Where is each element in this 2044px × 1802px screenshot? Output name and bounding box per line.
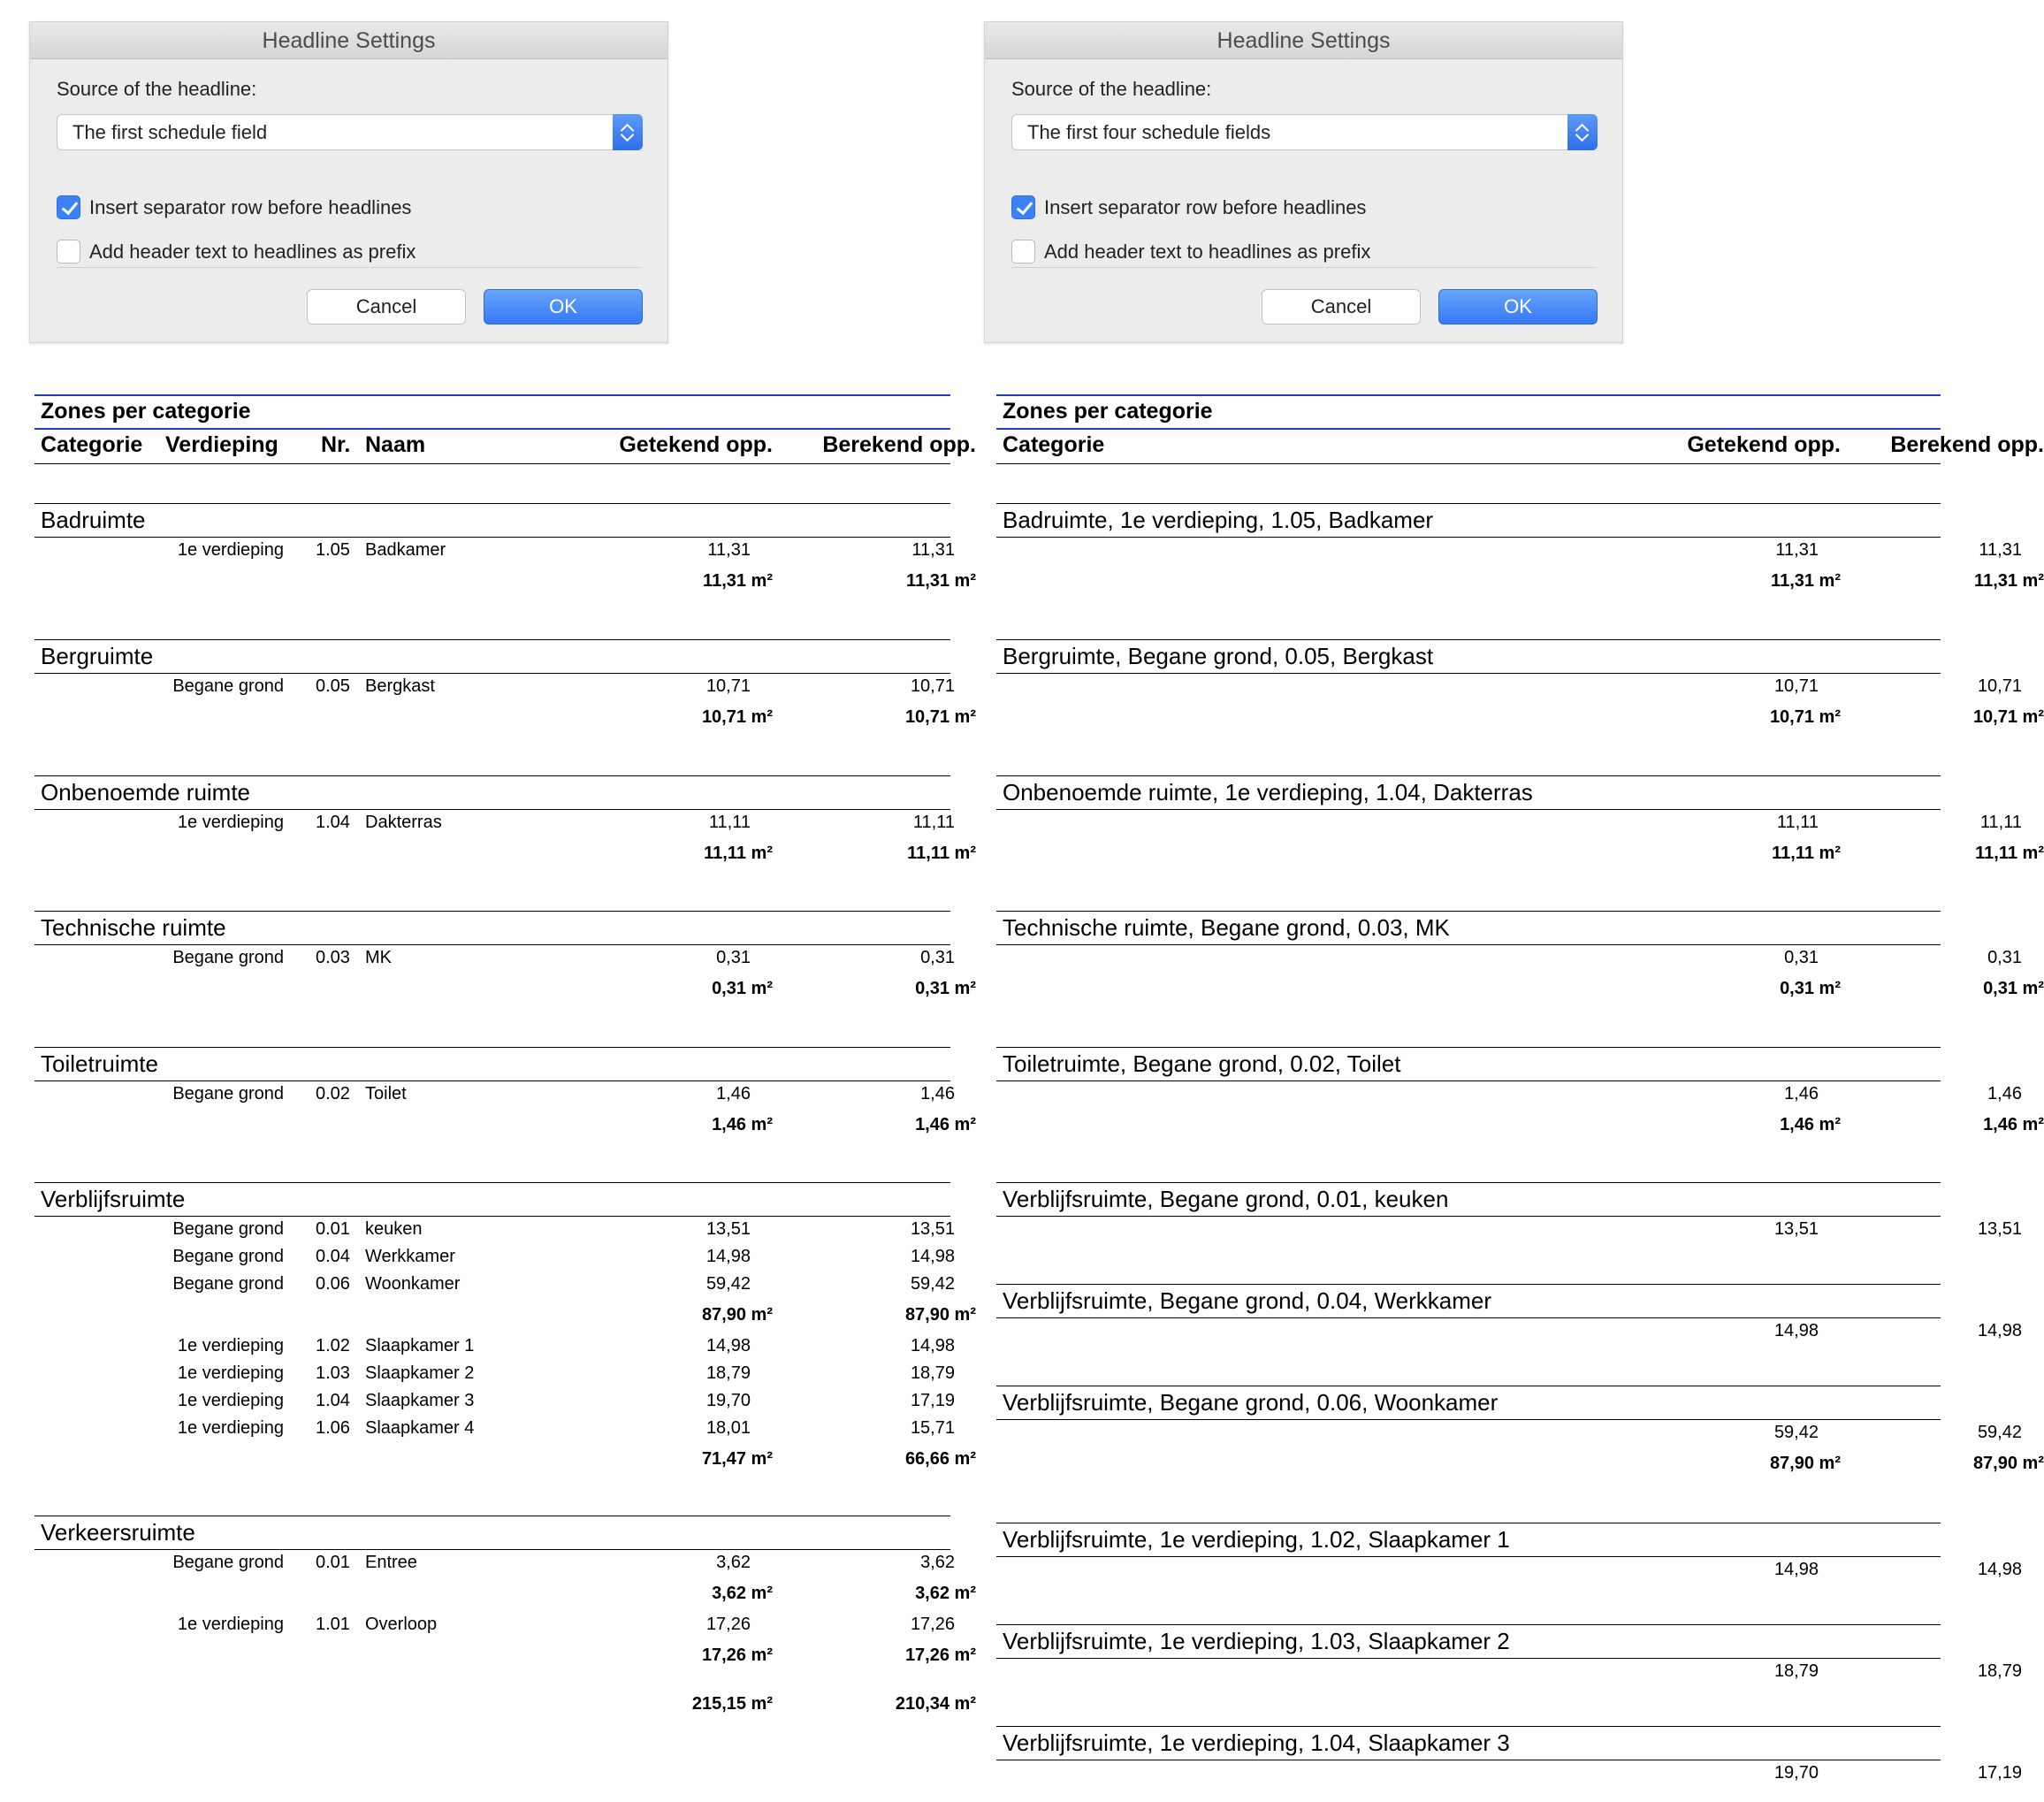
cell-berekend: 3,62 (920, 1553, 955, 1572)
cell-verdieping: Begane grond (172, 676, 284, 696)
cell-berekend: 14,98 (1977, 1560, 2022, 1579)
cell-berekend: 59,42 (910, 1274, 955, 1294)
grand-total-getekend: 215,15 m² (691, 1694, 773, 1714)
group-headline: Badruimte, 1e verdieping, 1.05, Badkamer (1003, 507, 1434, 533)
cell-verdieping: Begane grond (172, 1219, 284, 1239)
group-separator (996, 503, 1941, 504)
subtotal-berekend: 11,11 m² (907, 844, 976, 863)
cell-nr: 0.01 (316, 1219, 350, 1239)
cell-naam: keuken (365, 1219, 423, 1239)
group-rule (996, 673, 1941, 674)
ok-button[interactable]: OK (1438, 289, 1598, 325)
cell-nr: 1.04 (316, 813, 350, 832)
right-schedule (996, 394, 2044, 1802)
group-headline: Verblijfsruimte, Begane grond, 0.01, keuken (1003, 1186, 1449, 1212)
cell-berekend: 0,31 (1987, 948, 2022, 967)
cell-naam: Dakterras (365, 813, 442, 832)
group-headline: Verblijfsruimte (41, 1186, 186, 1212)
subtotal-berekend: 10,71 m² (904, 707, 976, 727)
subtotal-getekend: 10,71 m² (701, 707, 773, 727)
cell-getekend: 3,62 (716, 1553, 751, 1572)
cell-getekend: 19,70 (705, 1391, 751, 1410)
cell-berekend: 18,79 (1977, 1661, 2022, 1681)
cell-nr: 0.01 (316, 1553, 350, 1572)
group-headline: Toiletruimte, Begane grond, 0.02, Toilet (1003, 1050, 1401, 1077)
group-rule (996, 1556, 1941, 1557)
cell-getekend: 0,31 (716, 948, 751, 967)
prefix-checkbox[interactable] (57, 240, 80, 263)
group-rule (996, 809, 1941, 810)
group-rule (996, 1216, 1941, 1217)
separator-checkbox[interactable] (57, 195, 80, 219)
cell-verdieping: 1e verdieping (177, 540, 284, 560)
cell-berekend: 15,71 (910, 1418, 955, 1438)
subtotal-getekend: 11,11 m² (704, 844, 773, 863)
separator-checkbox[interactable] (1011, 195, 1035, 219)
cell-berekend: 14,98 (910, 1247, 955, 1266)
group-headline: Verblijfsruimte, 1e verdieping, 1.03, Slaapkamer 2 (1003, 1628, 1510, 1654)
col-header-berekend: Berekend opp. (822, 432, 976, 457)
subtotal-getekend: 1,46 m² (1780, 1115, 1841, 1134)
cell-nr: 1.02 (316, 1336, 350, 1355)
group-separator (996, 775, 1941, 776)
cell-getekend: 13,51 (1773, 1219, 1819, 1239)
cell-verdieping: Begane grond (172, 1553, 284, 1572)
cell-getekend: 10,71 (705, 676, 751, 696)
subtotal-berekend: 11,11 m² (1975, 844, 2044, 863)
rule (34, 463, 950, 464)
group-headline: Toiletruimte (41, 1050, 158, 1077)
cell-naam: Toilet (365, 1084, 407, 1103)
cell-verdieping: 1e verdieping (177, 1336, 284, 1355)
group-rule (34, 1549, 950, 1550)
cell-nr: 1.03 (316, 1363, 350, 1383)
group-separator (34, 639, 950, 640)
divider (57, 267, 641, 268)
group-separator (996, 1284, 1941, 1285)
cell-berekend: 1,46 (920, 1084, 955, 1103)
cell-berekend: 17,19 (910, 1391, 955, 1410)
cell-naam: Slaapkamer 4 (365, 1418, 475, 1438)
group-rule (34, 809, 950, 810)
schedule-title: Zones per categorie (41, 399, 251, 424)
cancel-button[interactable]: Cancel (1262, 289, 1421, 325)
cell-naam: Woonkamer (365, 1274, 461, 1294)
subtotal-berekend: 87,90 m² (904, 1305, 976, 1325)
group-separator (34, 1047, 950, 1048)
cell-berekend: 13,51 (910, 1219, 955, 1239)
group-headline: Onbenoemde ruimte (41, 779, 251, 806)
col-header-naam: Naam (365, 432, 426, 457)
group-headline: Verblijfsruimte, Begane grond, 0.04, Werkkamer (1003, 1287, 1492, 1314)
cell-berekend: 0,31 (920, 948, 955, 967)
group-separator (34, 911, 950, 912)
group-separator (996, 1047, 1941, 1048)
group-separator (996, 639, 1941, 640)
subtotal-berekend: 0,31 m² (915, 979, 976, 998)
cell-getekend: 1,46 (1784, 1084, 1819, 1103)
group-headline: Bergruimte, Begane grond, 0.05, Bergkast (1003, 643, 1434, 669)
cell-berekend: 59,42 (1977, 1423, 2022, 1442)
headline-settings-dialog-1 (29, 21, 668, 343)
cell-getekend: 14,98 (1773, 1321, 1819, 1340)
subtotal-getekend: 87,90 m² (1769, 1454, 1841, 1473)
group-separator (996, 1182, 1941, 1183)
subtotal-getekend: 0,31 m² (1780, 979, 1841, 998)
cell-nr: 1.04 (316, 1391, 350, 1410)
group-rule (996, 1419, 1941, 1420)
subtotal-berekend: 66,66 m² (904, 1449, 976, 1469)
prefix-label: Add header text to headlines as prefix (1044, 241, 1371, 263)
group-headline: Onbenoemde ruimte, 1e verdieping, 1.04, Dakterras (1003, 779, 1533, 806)
cell-verdieping: Begane grond (172, 1274, 284, 1294)
cell-verdieping: 1e verdieping (177, 813, 284, 832)
source-select-value: The first four schedule fields (1027, 121, 1271, 143)
subtotal-getekend: 87,90 m² (701, 1305, 773, 1325)
headline-settings-dialog-2 (984, 21, 1623, 343)
subtotal-getekend: 71,47 m² (701, 1449, 773, 1469)
cell-getekend: 13,51 (705, 1219, 751, 1239)
source-select[interactable] (57, 114, 643, 150)
source-select-value: The first schedule field (72, 121, 268, 143)
subtotal-berekend: 17,26 m² (904, 1645, 976, 1665)
subtotal-getekend: 0,31 m² (712, 979, 773, 998)
rule (996, 394, 1941, 396)
cell-naam: Slaapkamer 3 (365, 1391, 475, 1410)
group-rule (34, 1216, 950, 1217)
cell-naam: Overloop (365, 1615, 438, 1634)
group-separator (34, 1182, 950, 1183)
col-header-categorie: Categorie (41, 432, 143, 457)
cell-naam: Entree (365, 1553, 417, 1572)
group-separator (996, 911, 1941, 912)
cell-nr: 0.05 (316, 676, 350, 696)
prefix-label: Add header text to headlines as prefix (89, 241, 416, 263)
subtotal-berekend: 11,31 m² (906, 571, 976, 591)
cell-getekend: 59,42 (705, 1274, 751, 1294)
subtotal-berekend: 1,46 m² (1983, 1115, 2044, 1134)
subtotal-getekend: 11,31 m² (703, 571, 773, 591)
group-headline: Verkeersruimte (41, 1519, 195, 1546)
group-separator (996, 1624, 1941, 1625)
cell-verdieping: 1e verdieping (177, 1615, 284, 1634)
cell-verdieping: 1e verdieping (177, 1418, 284, 1438)
group-rule (34, 537, 950, 538)
cell-getekend: 17,26 (705, 1615, 751, 1634)
col-header-categorie: Categorie (1003, 432, 1105, 457)
group-headline: Verblijfsruimte, 1e verdieping, 1.02, Slaapkamer 1 (1003, 1526, 1510, 1553)
cell-getekend: 14,98 (705, 1336, 751, 1355)
cell-nr: 0.06 (316, 1274, 350, 1294)
cell-berekend: 13,51 (1977, 1219, 2022, 1239)
prefix-checkbox[interactable] (1011, 240, 1035, 263)
group-rule (996, 537, 1941, 538)
subtotal-berekend: 1,46 m² (915, 1115, 976, 1134)
cell-getekend: 14,98 (1773, 1560, 1819, 1579)
subtotal-berekend: 3,62 m² (915, 1584, 976, 1603)
cell-berekend: 11,11 (912, 813, 955, 832)
cell-getekend: 11,11 (708, 813, 751, 832)
col-header-getekend: Getekend opp. (1687, 432, 1841, 457)
group-rule (34, 1080, 950, 1081)
group-rule (996, 1658, 1941, 1659)
chevron-up-down-icon[interactable] (1567, 114, 1598, 150)
cell-getekend: 19,70 (1773, 1763, 1819, 1783)
cell-naam: Slaapkamer 2 (365, 1363, 475, 1383)
subtotal-berekend: 11,31 m² (1974, 571, 2044, 591)
col-header-verdieping: Verdieping (165, 432, 278, 457)
cell-naam: Slaapkamer 1 (365, 1336, 475, 1355)
group-separator (34, 503, 950, 504)
col-header-nr: Nr. (321, 432, 351, 457)
cell-berekend: 1,46 (1987, 1084, 2022, 1103)
subtotal-berekend: 10,71 m² (1972, 707, 2044, 727)
group-rule (996, 944, 1941, 945)
cell-getekend: 14,98 (705, 1247, 751, 1266)
cell-nr: 0.04 (316, 1247, 350, 1266)
cell-verdieping: Begane grond (172, 1084, 284, 1103)
cell-verdieping: Begane grond (172, 1247, 284, 1266)
cell-verdieping: 1e verdieping (177, 1391, 284, 1410)
cell-nr: 0.03 (316, 948, 350, 967)
group-rule (34, 944, 950, 945)
cell-berekend: 11,31 (911, 540, 955, 560)
cell-getekend: 18,01 (705, 1418, 751, 1438)
cell-getekend: 18,79 (705, 1363, 751, 1383)
subtotal-getekend: 3,62 m² (712, 1584, 773, 1603)
dialog-title: Headline Settings (985, 22, 1622, 59)
cell-naam: MK (365, 948, 392, 967)
source-label: Source of the headline: (1011, 78, 1212, 100)
cell-nr: 1.05 (316, 540, 350, 560)
dialog-title: Headline Settings (30, 22, 667, 59)
group-headline: Badruimte (41, 507, 146, 533)
cell-getekend: 11,31 (1775, 540, 1819, 560)
rule (34, 428, 950, 430)
subtotal-berekend: 87,90 m² (1972, 1454, 2044, 1473)
schedule-title: Zones per categorie (1003, 399, 1213, 424)
chevron-up-down-icon[interactable] (613, 114, 643, 150)
group-separator (34, 775, 950, 776)
group-headline: Verblijfsruimte, Begane grond, 0.06, Woonkamer (1003, 1389, 1499, 1416)
group-rule (996, 1317, 1941, 1318)
cell-berekend: 14,98 (1977, 1321, 2022, 1340)
cell-getekend: 0,31 (1784, 948, 1819, 967)
group-headline: Technische ruimte (41, 914, 226, 941)
cell-naam: Badkamer (365, 540, 446, 560)
rule (34, 394, 950, 396)
cell-nr: 1.06 (316, 1418, 350, 1438)
grand-total-berekend: 210,34 m² (895, 1694, 976, 1714)
group-rule (996, 1080, 1941, 1081)
subtotal-getekend: 1,46 m² (712, 1115, 773, 1134)
cancel-button[interactable]: Cancel (307, 289, 466, 325)
subtotal-getekend: 10,71 m² (1769, 707, 1841, 727)
group-separator (996, 1726, 1941, 1727)
rule (996, 428, 1941, 430)
separator-label: Insert separator row before headlines (1044, 196, 1367, 218)
left-schedule (34, 394, 976, 1738)
cell-berekend: 10,71 (1977, 676, 2022, 696)
group-headline: Bergruimte (41, 643, 154, 669)
source-label: Source of the headline: (57, 78, 257, 100)
source-select[interactable] (1011, 114, 1598, 150)
rule (996, 463, 1941, 464)
cell-getekend: 1,46 (716, 1084, 751, 1103)
group-rule (34, 673, 950, 674)
subtotal-getekend: 17,26 m² (701, 1645, 773, 1665)
cell-berekend: 11,11 (1979, 813, 2022, 832)
cell-verdieping: Begane grond (172, 948, 284, 967)
cell-getekend: 11,31 (707, 540, 751, 560)
ok-button[interactable]: OK (484, 289, 643, 325)
subtotal-berekend: 0,31 m² (1983, 979, 2044, 998)
cell-naam: Bergkast (365, 676, 435, 696)
separator-label: Insert separator row before headlines (89, 196, 412, 218)
cell-verdieping: 1e verdieping (177, 1363, 284, 1383)
divider (1011, 267, 1596, 268)
cell-berekend: 10,71 (910, 676, 955, 696)
group-headline: Technische ruimte, Begane grond, 0.03, MK (1003, 914, 1450, 941)
cell-nr: 1.01 (316, 1615, 350, 1634)
subtotal-getekend: 11,31 m² (1771, 571, 1841, 591)
cell-berekend: 11,31 (1979, 540, 2022, 560)
cell-berekend: 14,98 (910, 1336, 955, 1355)
cell-getekend: 10,71 (1773, 676, 1819, 696)
cell-berekend: 18,79 (910, 1363, 955, 1383)
cell-getekend: 11,11 (1776, 813, 1819, 832)
group-headline: Verblijfsruimte, 1e verdieping, 1.04, Slaapkamer 3 (1003, 1729, 1510, 1756)
cell-naam: Werkkamer (365, 1247, 455, 1266)
col-header-berekend: Berekend opp. (1890, 432, 2044, 457)
cell-getekend: 18,79 (1773, 1661, 1819, 1681)
subtotal-getekend: 11,11 m² (1772, 844, 1841, 863)
cell-berekend: 17,19 (1977, 1763, 2022, 1783)
cell-getekend: 59,42 (1773, 1423, 1819, 1442)
cell-berekend: 17,26 (910, 1615, 955, 1634)
col-header-getekend: Getekend opp. (619, 432, 773, 457)
cell-nr: 0.02 (316, 1084, 350, 1103)
